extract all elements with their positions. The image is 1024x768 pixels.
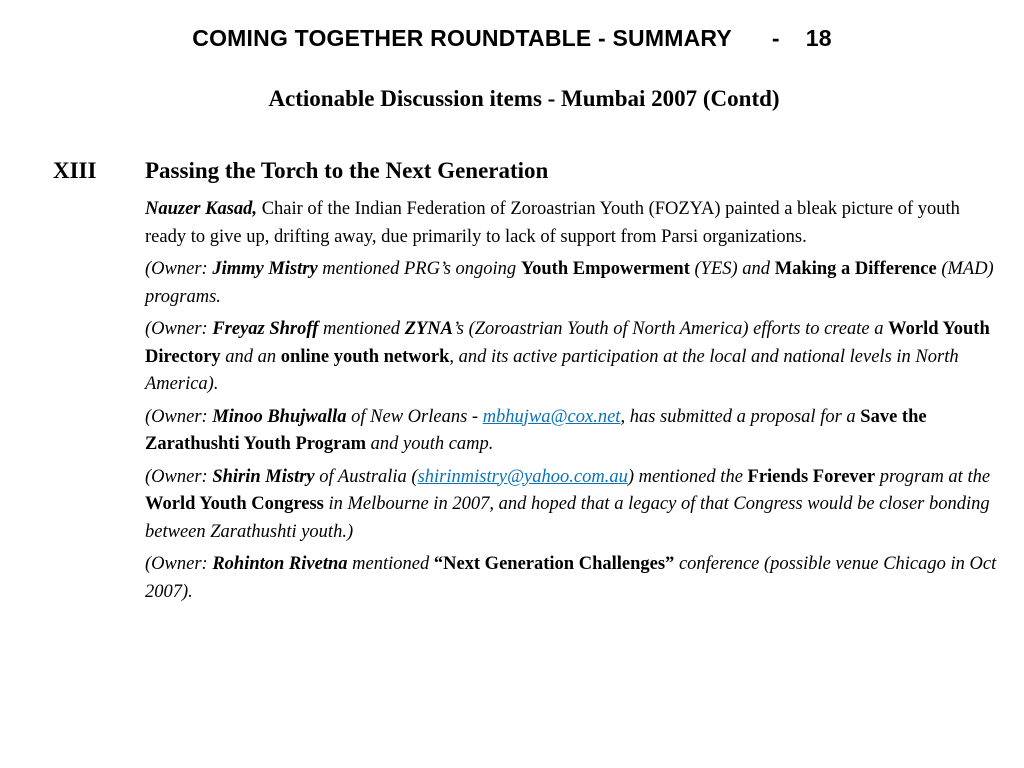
- text-segment: ) mentioned the: [627, 466, 748, 487]
- section-title: Passing the Torch to the Next Generation: [145, 158, 549, 183]
- event-name: “Next Generation Challenges”: [433, 554, 675, 574]
- paragraph-owner-jimmy-mistry: [145, 256, 1003, 311]
- owner-name: Freyaz Shroff: [212, 319, 319, 339]
- section-number: XIII: [53, 158, 97, 183]
- email-link-mbhujwa[interactable]: mbhujwa@cox.net: [482, 406, 621, 427]
- owner-prefix: (Owner:: [145, 466, 213, 487]
- program-name: online youth network: [280, 346, 450, 367]
- text-segment: and an: [220, 346, 281, 367]
- text-segment: (YES) and: [689, 259, 775, 279]
- text-segment: of New Orleans -: [346, 406, 483, 427]
- text-segment: conference (possible venue Chicago in Oct 2007).: [145, 554, 997, 602]
- header-separator: -: [771, 25, 780, 51]
- text-segment: and youth camp.: [366, 434, 494, 454]
- text-segment: mentioned: [347, 554, 434, 574]
- organization-name: ZYNA: [404, 319, 453, 339]
- owner-prefix: (Owner:: [145, 554, 213, 574]
- text-segment: (MAD) programs.: [145, 259, 994, 307]
- program-name: Youth Empowerment: [520, 259, 690, 279]
- paragraph-owner-rohinton-rivetna: [145, 551, 1003, 606]
- paragraph-owner-minoo-bhujwalla: [145, 404, 1003, 459]
- text-segment: of Australia (: [314, 466, 418, 487]
- event-name: World Youth Congress: [145, 494, 324, 514]
- text-segment: , and its active participation at the local and national levels in North America).: [145, 346, 959, 394]
- text-segment: mentioned PRG’s ongoing: [317, 259, 521, 279]
- paragraph-owner-shirin-mistry: [145, 464, 1003, 547]
- owner-name: Jimmy Mistry: [212, 259, 318, 279]
- paragraph-text: Chair of the Indian Federation of Zoroastrian Youth (FOZYA) painted a bleak picture of youth ready to give up, drifting away, due primarily to lack of support from Parsi organizations.: [145, 199, 960, 247]
- page-number: 18: [805, 25, 832, 51]
- slide-subtitle: Actionable Discussion items - Mumbai 2007 (Contd): [268, 86, 780, 111]
- text-segment: , has submitted a proposal for a: [620, 406, 861, 427]
- header-title: COMING TOGETHER ROUNDTABLE - SUMMARY: [192, 25, 732, 51]
- speaker-name: Nauzer Kasad,: [145, 199, 258, 219]
- text-segment: in Melbourne in 2007, and hoped that a legacy of that Congress would be closer bonding between Zarathushti youth.): [145, 494, 990, 542]
- owner-prefix: (Owner:: [145, 259, 213, 279]
- section-body: [145, 196, 1003, 611]
- owner-prefix: (Owner:: [145, 406, 213, 427]
- slide-header: [0, 25, 1024, 52]
- owner-name: Rohinton Rivetna: [212, 554, 348, 574]
- program-name: Save the Zarathushti Youth Program: [145, 406, 927, 454]
- email-link-shirinmistry[interactable]: shirinmistry@yahoo.com.au: [417, 466, 628, 487]
- program-name: World Youth Directory: [145, 319, 990, 367]
- text-segment: ’s (Zoroastrian Youth of North America) efforts to create a: [453, 319, 889, 339]
- program-name: Making a Difference: [774, 259, 937, 279]
- text-segment: mentioned: [318, 319, 405, 339]
- owner-name: Minoo Bhujwalla: [212, 406, 347, 427]
- text-segment: program at the: [875, 466, 991, 487]
- owner-prefix: (Owner:: [145, 319, 213, 339]
- paragraph-kasad: [145, 196, 1003, 251]
- paragraph-owner-freyaz-shroff: [145, 316, 1003, 399]
- owner-name: Shirin Mistry: [212, 466, 315, 487]
- program-name: Friends Forever: [747, 466, 876, 487]
